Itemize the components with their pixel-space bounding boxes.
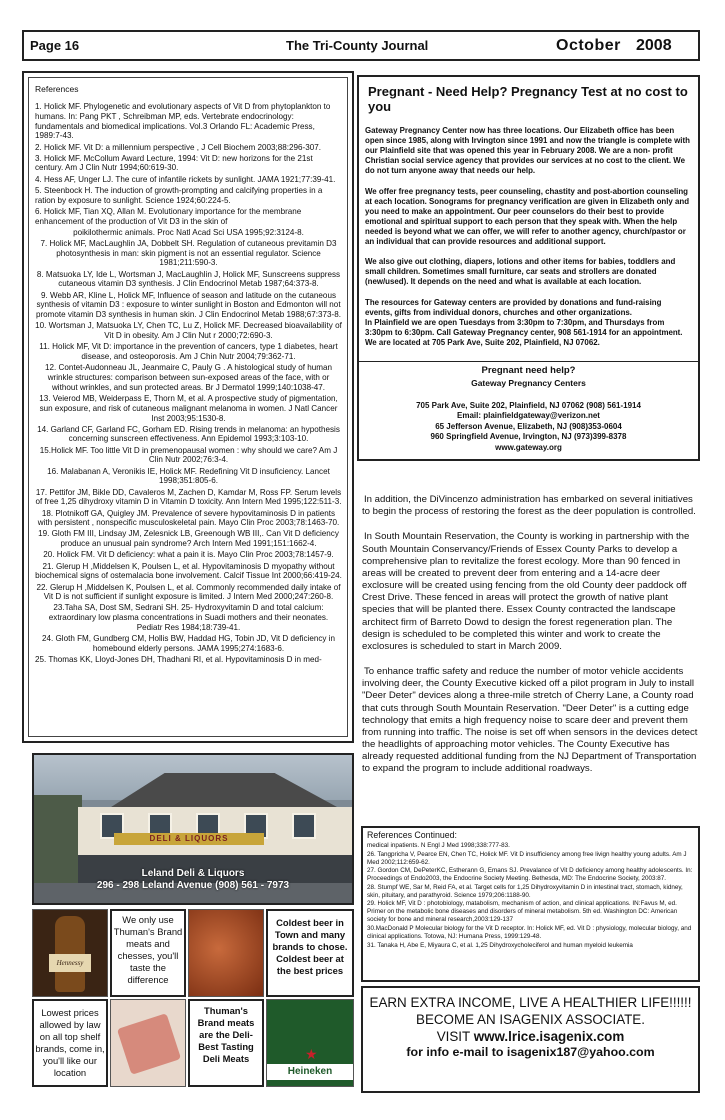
coldest-beer-ad xyxy=(266,909,354,997)
issue-year: 2008 xyxy=(636,36,672,54)
reference-item: 1. Holick MF. Phylogenetic and evolutionary aspects of Vit D from phytoplankton to humans. In: Pang PKT , Schreibman MP, eds. Vertebrate endocrinology: fundamentals and biomedical implications. Vol.3 Orlando FL: Academic Press, 1989:7-43. xyxy=(35,102,331,141)
reference-continued-item: 28. Stumpf WE, Sar M, Reid FA, et al. Target cells for 1,25 Dihydroxyvitamin D in intestinal tract, stomach, kidney, skin, pituitary, and parathyroid. Science 1979;206:1188-90. xyxy=(367,883,683,899)
deli-sign: DELI & LIQUORS xyxy=(114,833,264,845)
visit-prefix: VISIT xyxy=(436,1028,474,1044)
deli-best-text: Thuman's Brand meats are the Deli-Best Tasting Deli Meats xyxy=(197,1005,255,1064)
ad-email-line[interactable]: Email: plainfieldgateway@verizon.net xyxy=(457,411,600,421)
deli-address: 296 - 298 Leland Avenue (908) 561 - 7973 xyxy=(96,879,290,891)
isagenix-url-link[interactable]: www.lrice.isagenix.com xyxy=(473,1028,625,1044)
reference-item: 18. Plotnikoff GA, Quigley JM. Prevalence of severe hypovitaminosis D in patients with persistent , nonspecific musculoskeletal pain. Mayo Clin Proc 2003;78:1463-70. xyxy=(37,508,340,528)
deli-best-ad xyxy=(188,999,264,1087)
reference-item: 24. Gloth FM, Gundberg CM, Hollis BW, Haddad HG, Tobin JD, Vit D deficiency in homebound elderly persons. JAMA 1995;274:1683-6. xyxy=(42,634,335,653)
references-continued-title: References Continued: xyxy=(367,830,457,840)
reference-item: 15.Holick MF. Too little Vit D in premenopausal women : why should we care? Am J Clin Nutr 2002;76:3-4. xyxy=(39,445,338,465)
bottle-label: Hennessy xyxy=(49,954,91,972)
coldest-beer-text: Coldest beer in Town and many brands to chose. Coldest beer at the best prices xyxy=(272,917,348,976)
cognac-bottle-image xyxy=(32,909,108,997)
page-number: Page 16 xyxy=(30,38,80,53)
deer-article xyxy=(362,494,700,789)
isagenix-visit xyxy=(363,1029,698,1046)
pregnancy-ad-subtitle: Gateway Pregnancy Centers xyxy=(471,377,586,388)
deli-name: Leland Deli & Liquors xyxy=(141,868,245,879)
reference-item: 10. Wortsman J, Matsuoka LY, Chen TC, Lu Z, Holick MF. Decreased bioavailability of Vit D in obesity. Am J Clin Nut r 2000;72:690-3. xyxy=(35,321,342,341)
ad-address-line: 65 Jefferson Avenue, Elizabeth, NJ (908)353-0604 xyxy=(435,421,622,431)
reference-continued-item: medical inpatients. N Engl J Med 1998;338:777-83. xyxy=(367,842,510,849)
lowest-prices-text: Lowest prices allowed by law on all top shelf brands, come in, you'll like our location xyxy=(35,1007,105,1078)
pregnancy-paragraph: The resources for Gateway centers are provided by donations and fund-raising events, gifts from individual donors, churches and other organizations. In Plainfield we are open Tuesdays from 3:30pm to 7:30pm, and Thursdays from 3:30pm to 6:30pm. Call Gateway Pregnancy center, 908 561-1914 for an appointment. We are located at 705 Park Ave, Suite 202, Plainfield, NJ 07062. xyxy=(365,297,683,347)
thumans-ad xyxy=(110,909,186,997)
reference-item: 23.Taha SA, Dost SM, Sedrani SH. 25- Hydroxyvitamin D and total calcium: extraordinary low plasma concentrations in Suadi mothers and their neonates. Pediatr Res 1984;18:739-41. xyxy=(48,603,329,633)
article-paragraph: In South Mountain Reservation, the County is working in partnership with the South Mountain Conservancy/Friends of Essex County Parks to develop a comprehensive plan to revitalize the forest ecology. More than 90 fenced in areas will be created to prevent deer from entering and a 14-acre deer exclosure will be created using fencing from the old County deer paddock off Crest Drive. These fenced in areas will protect the growth of native plant species that will be planted there. Essex County contracted the landscape architect firm of Barreto Dowd to design the forest regeneration plan. The design is scheduled to be completed this winter and work to create the exclosures is scheduled to start in March 2009. xyxy=(362,531,690,652)
reference-item: 19. Gloth FM III, Lindsay JM, Zelesnick LB, Greenough WB III,. Can Vit D deficiency produce an unusual pain syndrome? Arch Intern Med 1991;151:1662-4. xyxy=(38,529,339,549)
reference-continued-item: 27. Gordon CM, DePeterKC, Estherann G, Emans SJ. Prevalance of Vit D deficiency among healthy adolescents. In: Proceedings of Endo2003, the Endocrine Society Meeting. Bethesda, MD: The Endocrine Society, 2003:87. xyxy=(367,867,693,883)
deli-storefront-photo xyxy=(32,753,354,905)
thumans-ad-text: We only use Thuman's Brand meats and chesses, you'll taste the difference xyxy=(113,914,183,985)
reference-item: 4. Hess AF, Unger LJ. The cure of infantile rickets by sunlight. JAMA 1921;77:39-41. xyxy=(35,174,336,184)
reference-item: 11. Holick MF, Vit D: importance in the prevention of cancers, type 1 diabetes, heart disease, and osteoporosis. Am J Chin Nutr 2004;79:362-71. xyxy=(39,342,338,362)
reference-item: 16. Malabanan A, Veronikis IE, Holick MF. Redefining Vit D insuficiency. Lancet 1998;351:805-6. xyxy=(47,466,330,486)
reference-item: 21. Glerup H ,Middelsen K, Poulsen L, et al. Hypovitaminosis D myopathy without biochemical signs of ostemalacia bone involvement. Calcif Tissue Int 2000;66:419-24. xyxy=(35,561,342,581)
journal-title: The Tri-County Journal xyxy=(286,38,429,53)
reference-item: 7. Holick MF, MacLaughlin JA, Dobbelt SH. Regulation of cutaneous previtamin D3 photosynthesis in man: skin pigment is not an essential regulator. Science 1981;211:590-3. xyxy=(40,238,337,268)
references-list xyxy=(35,102,342,665)
reference-item: 3. Holick MF. McCollum Award Lecture, 1994: Vit D: new horizons for the 21st century. Am J Clin Nutr 1994;60:619-30. xyxy=(35,153,313,173)
pregnancy-paragraph: Gateway Pregnancy Center now has three locations. Our Elizabeth office has been open since 1985, along with Irvington since 1991 and now the triangle is complete with our Plainfield site that was opened this year in February 2008. We are a non- profit Christian social service agency that provides our services at no cost to the client. We do not turn anyone away that needs our help. xyxy=(365,126,690,176)
article-paragraph: To enhance traffic safety and reduce the number of motor vehicle accidents involving deer, the County Executive kicked off a pilot program in July to install "Deer Deter" devices along a three-mile stretch of Cherry Lane, a County road that cuts through South Mountain Reservation. "Deer Deter" is a cutting edge technology that emits a high frequency noise to scare deer and prevent them from running into traffic. The noise is set off when sensors in the devices detect the headlights of approaching motor vehicles. The County Executive has already requested additional funding from the NJ Department of Transportation to expand the program to include additional roadways. xyxy=(362,666,698,775)
ad-address-line: 705 Park Ave, Suite 202, Plainfield, NJ 07062 (908) 561-1914 xyxy=(416,400,641,410)
reference-continued-item: 29. Holick MF, Vit D : photobiology, matabolism, mechanism of action, and clinical applications. IN:Favus M, ed. Primer on the metabolic bone diseases and disorders of mineral metabolism. 5th ed. Washington DC: American society for bone and mineral research,2003:129-137 xyxy=(367,900,678,924)
reference-item: 22. Glerup H ,Middelsen K, Poulsen L, et al. Commonly recommended daily intake of Vit D is not sufficient if sunlight exposure is limited. J Intern Med 2000;247:260-8. xyxy=(36,582,341,602)
ad-address-line: 960 Springfield Avenue, Irvington, NJ (973)399-8378 xyxy=(430,432,627,442)
isagenix-email[interactable]: for info e-mail to isagenix187@yahoo.com xyxy=(406,1045,655,1060)
deli-caption xyxy=(34,868,352,891)
reference-item: 5. Steenbock H. The induction of growth-prompting and calcifying properties in a ration by exposure to sunlight. Science 1924;60:224-5. xyxy=(35,185,323,205)
pregnancy-paragraph: We offer free pregnancy tests, peer counseling, chastity and post-abortion counseling at each location. Sonograms for pregnancy verification are given in Elizabeth only and you need to make an appointment. Our peer counselors do their best to provide emotional and spiritual support to each person that they speak with. When the help needed is beyond what we can offer, we will refer to another agency, church/pastor or an individual that can provide resources and additional support. xyxy=(365,186,690,247)
ad-website-link[interactable]: www.gateway.org xyxy=(495,442,562,452)
reference-item: 25. Thomas KK, Lloyd-Jones DH, Thadhani RI, et al. Hypovitaminosis D in med- xyxy=(35,655,322,665)
reference-item: 13. Veierod MB, Weiderpass E, Thorn M, et al. A prospective study of pigmentation, sun exposure, and risk of cutaneous malignant melanoma in women. J Natl Cancer Inst 2003;95:1530-8. xyxy=(39,393,338,423)
reference-continued-item: 26. Tangpricha V, Pearce EN, Chen TC, Holick MF. Vit D insufficiency among free livign healthy young adults. Am J Med 2002;112:659-62. xyxy=(367,850,687,866)
reference-continued-item: 31. Tanaka H, Abe E, Miyaura C, et al. 1,25 Dihydroxycholeciferol and human myeloid leukemia xyxy=(367,941,633,949)
reference-item: 12. Contet-Audonneau JL, Jeanmaire C, Pauly G . A histological study of human wrinkle structures: comparison between sun-exposed areas of the face, with or without wrinkles, and sun protected areas. Br J Dermatol 1999;140:1038-47. xyxy=(44,363,333,392)
page-header xyxy=(22,30,700,61)
pregnancy-ad-title: Pregnant need help? xyxy=(481,365,576,376)
references-continued-list xyxy=(363,842,698,950)
lowest-prices-ad xyxy=(32,999,108,1087)
reference-item: poikilothermic animals. Proc Natl Acad Sci USA 1995;92:3124-8. xyxy=(73,227,304,237)
pregnancy-ad xyxy=(359,361,698,459)
references-title: References xyxy=(35,84,79,94)
reference-continued-item: 30.MacDonald P Molecular biology for the Vit D receptor. In: Holick MF, ed. Vit D : physiology, molecular biology, and clinical applications. Totowa, NJ: Humana Press, 1999:129-48. xyxy=(367,924,692,941)
references-continued-box xyxy=(361,826,700,982)
reference-item: 20. Holick FM. Vit D deficiency: what a pain it is. Mayo Clin Proc 2003;78:1457-9. xyxy=(43,550,334,560)
article-paragraph: In addition, the DiVincenzo administration has embarked on several initiatives to begin the process of restoring the forest as the deer population is controlled. xyxy=(362,494,696,518)
reference-item: 6. Holick MF, Tian XQ, Allan M. Evolutionary importance for the membrane enhancement of the production of Vit D3 in the skin of xyxy=(35,206,302,226)
isagenix-associate: BECOME AN ISAGENIX ASSOCIATE. xyxy=(416,1011,645,1027)
references-box xyxy=(22,71,354,743)
isagenix-ad xyxy=(361,986,700,1093)
reference-item: 8. Matsuoka LY, Ide L, Wortsman J, MacLaughlin J, Holick MF, Sunscreens suppress cutaneous vitamin D3 synthesis. J Clin Endocrinol Metab 1987;64:373-8. xyxy=(36,269,341,289)
pregnancy-title: Pregnant - Need Help? Pregnancy Test at no cost to you xyxy=(368,84,688,114)
reference-item: 14. Garland CF, Garland FC, Gorham ED. Rising trends in melanoma: an hypothesis concerning sunscreen effectiveness. Ann Epidemol 1993;3:103-10. xyxy=(37,424,340,444)
pregnancy-paragraph: We also give out clothing, diapers, lotions and other items for babies, toddlers and small children. Sometimes small furniture, car seats and strollers are donated (new/used). It depends on the need and what is available at each location. xyxy=(365,257,676,287)
heineken-label: Heineken xyxy=(267,1064,353,1080)
isagenix-headline: EARN EXTRA INCOME, LIVE A HEALTHIER LIFE!!!!!! xyxy=(369,995,692,1010)
heineken-image: Heineken ★ xyxy=(266,999,354,1087)
issue-month: October xyxy=(556,36,621,54)
photo-window xyxy=(292,813,316,839)
deli-ad-grid xyxy=(32,909,354,1087)
ham-package-image xyxy=(110,999,186,1087)
reference-item: 9. Webb AR, Kline L, Holick MF, Influence of season and latitude on the cutaneous synthesis of vitamin D3 : exposure to winter sunlight in Boston and Edmonton will not promote vitamin D3 synthesis in human skin. J Clin Endocrinol Metab 1988;67:373-8. xyxy=(35,290,342,320)
reference-item: 2. Holick MF. Vit D: a millennium perspective , J Cell Biochem 2003;88:296-307. xyxy=(35,142,321,152)
pregnancy-box xyxy=(357,75,700,461)
references-inner xyxy=(28,77,348,737)
reference-item: 17. Pettifor JM, Bikle DD, Cavaleros M, Zachen D, Kamdar M, Ross FP. Serum levels of free 1,25 dihydroxy vitamin D in Vitamin D toxicity. Ann Intern Med 1995;122:511-3. xyxy=(35,487,342,507)
sliced-meat-image xyxy=(188,909,264,997)
